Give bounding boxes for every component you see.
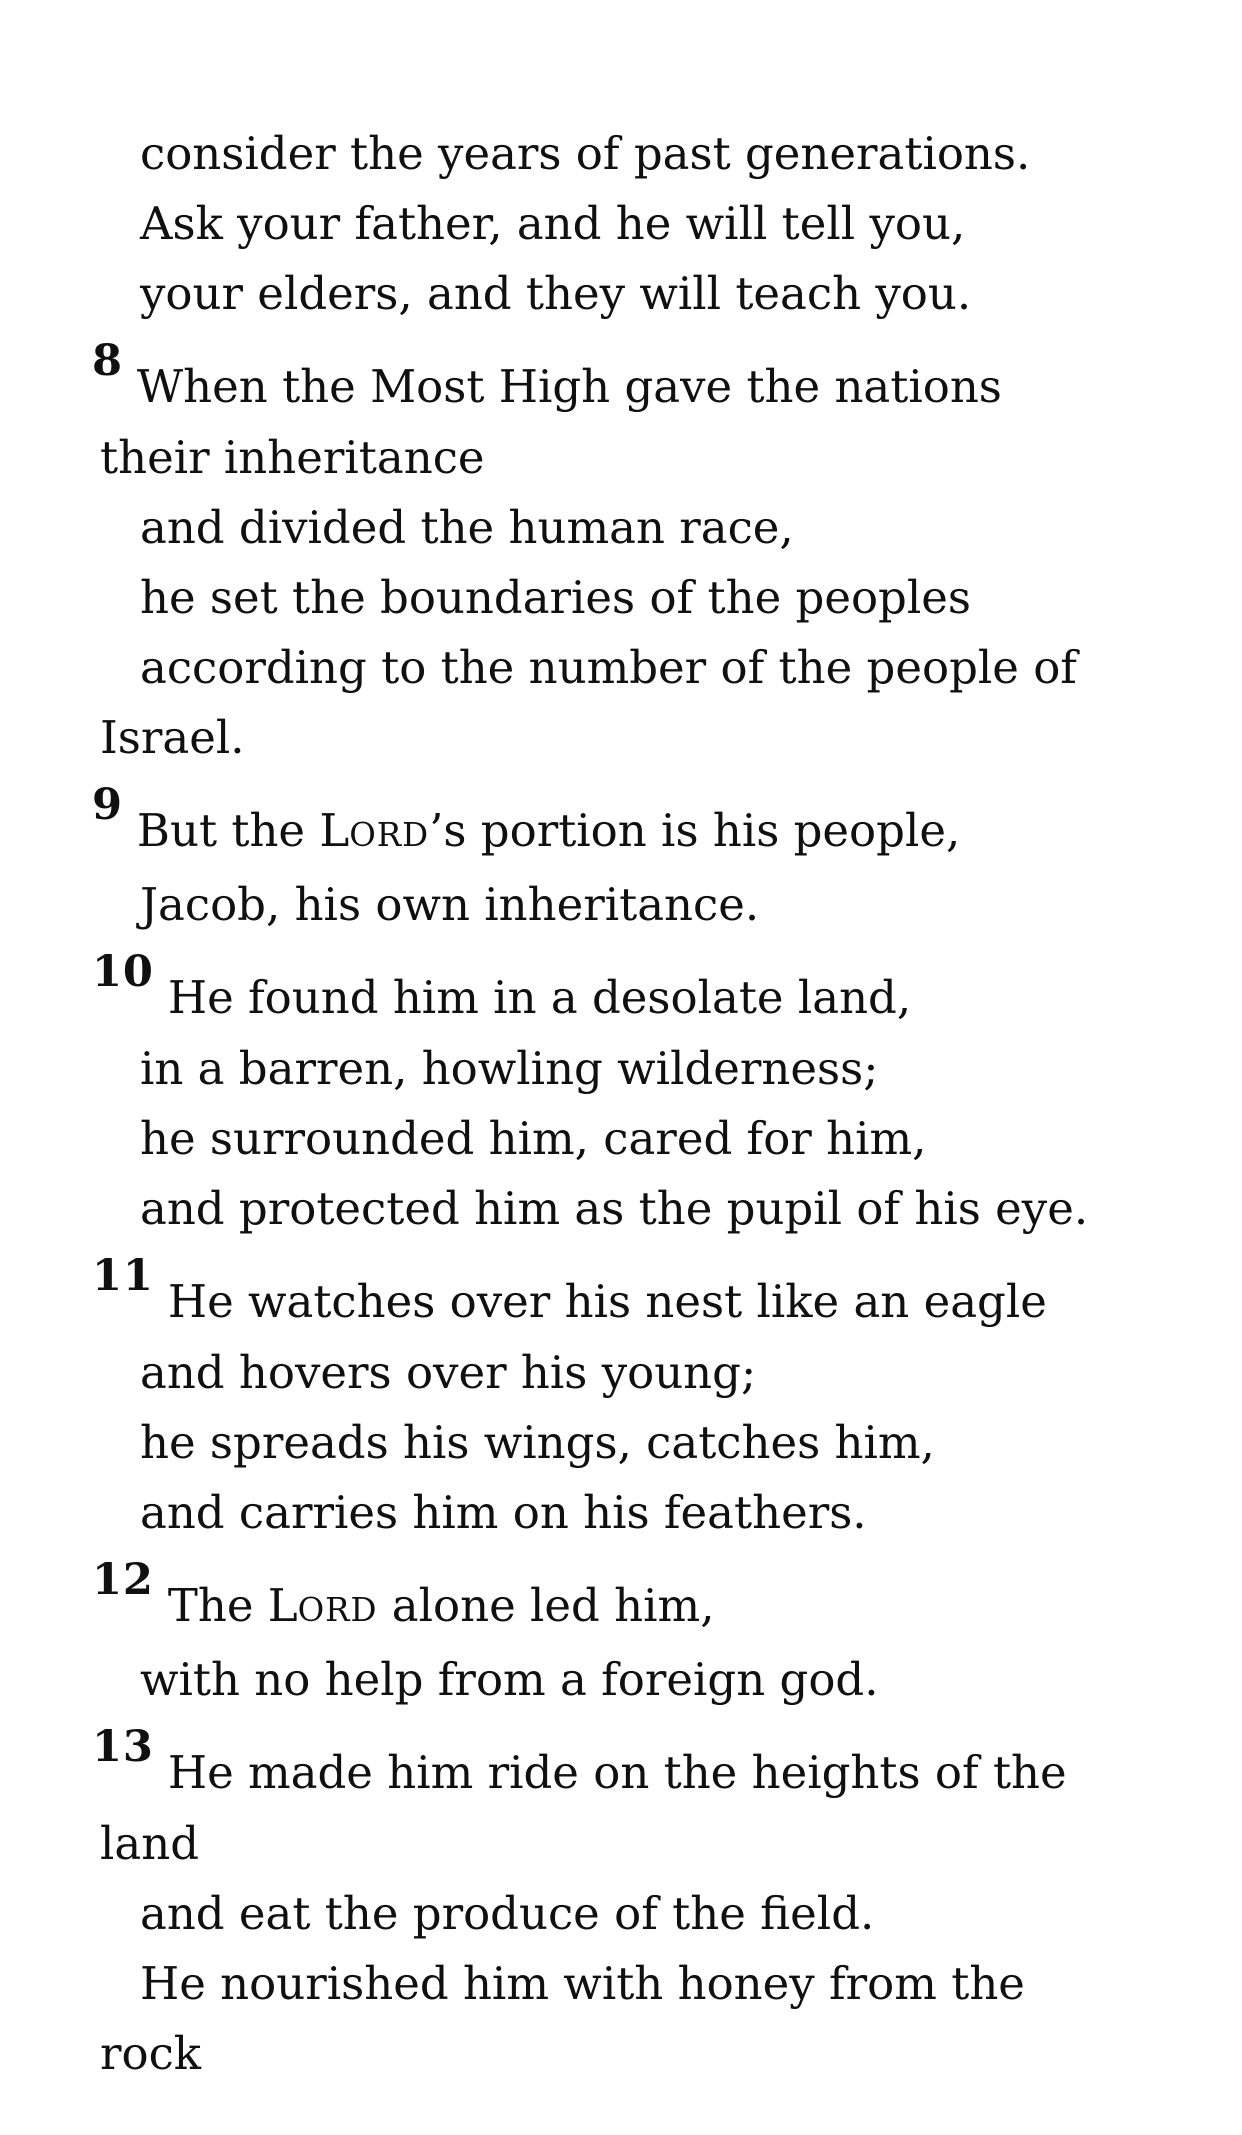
poetry-line <box>0 1554 1242 1645</box>
verse-number: 12 <box>92 1554 154 1606</box>
text-run: land <box>100 1817 200 1870</box>
text-run: and protected him as the pupil of his eye. <box>140 1182 1089 1235</box>
divine-name-small-caps: LORD <box>319 804 430 857</box>
text-run: according to the number of the people of <box>140 641 1077 694</box>
poetry-line <box>0 779 1242 870</box>
poetry-line <box>0 563 1242 633</box>
text-run: and hovers over his young; <box>140 1346 757 1399</box>
text-run: He watches over his nest like an eagle <box>167 1275 1047 1328</box>
poetry-line <box>0 1174 1242 1244</box>
text-run: He made him ride on the heights of the <box>167 1746 1067 1799</box>
text-run: ’s portion is his people, <box>429 804 961 857</box>
poetry-line <box>0 703 1242 773</box>
text-run: he spreads his wings, catches him, <box>140 1416 935 1469</box>
verse-number: 9 <box>92 779 123 831</box>
small-caps-rest: ORD <box>297 1591 378 1629</box>
poetry-line <box>0 1034 1242 1104</box>
small-caps-rest: ORD <box>349 816 430 854</box>
poetry-line <box>0 493 1242 563</box>
poetry-line <box>0 1408 1242 1478</box>
poetry-line <box>0 259 1242 329</box>
text-run: He found him in a desolate land, <box>167 971 912 1024</box>
text-run: and divided the human race, <box>140 501 794 554</box>
poetry-line <box>0 946 1242 1034</box>
poetry-line <box>0 1809 1242 1879</box>
text-run: with no help from a foreign god. <box>140 1653 879 1706</box>
text-run: He nourished him with honey from the <box>140 1957 1025 2010</box>
text-run: he surrounded him, cared for him, <box>140 1112 927 1165</box>
poetry-line <box>0 1949 1242 2019</box>
poetry-line <box>0 1104 1242 1174</box>
poetry-line <box>0 335 1242 423</box>
text-run: The <box>167 1579 268 1632</box>
text-run: Ask your father, and he will tell you, <box>140 197 966 250</box>
poetry-line <box>0 1645 1242 1715</box>
poetry-line <box>0 1721 1242 1809</box>
poetry-line <box>0 2019 1242 2089</box>
text-run: he set the boundaries of the peoples <box>140 571 971 624</box>
text-run: in a barren, howling wilderness; <box>140 1042 879 1095</box>
text-run: and carries him on his feathers. <box>140 1486 867 1539</box>
verse-number: 11 <box>92 1250 154 1302</box>
poetry-line <box>0 1879 1242 1949</box>
verse-number: 10 <box>92 946 154 998</box>
poetry-line <box>0 633 1242 703</box>
verse-number: 13 <box>92 1721 154 1773</box>
poetry-line <box>0 1478 1242 1548</box>
text-run: Jacob, his own inheritance. <box>140 878 760 931</box>
poetry-line <box>0 870 1242 940</box>
text-run: When the Most High gave the nations <box>136 360 1002 413</box>
divine-name-small-caps: LORD <box>267 1579 378 1632</box>
text-run: alone led him, <box>377 1579 715 1632</box>
text-run: consider the years of past generations. <box>140 127 1031 180</box>
poetry-line <box>0 423 1242 493</box>
poetry-line <box>0 1338 1242 1408</box>
verse-number: 8 <box>92 335 123 387</box>
text-run: But the <box>136 804 320 857</box>
text-run: Israel. <box>100 711 245 764</box>
poetry-line <box>0 1250 1242 1338</box>
text-run: and eat the produce of the field. <box>140 1887 875 1940</box>
poetry-line <box>0 119 1242 189</box>
text-run: their inheritance <box>100 431 485 484</box>
poetry-line <box>0 189 1242 259</box>
text-run: your elders, and they will teach you. <box>140 267 972 320</box>
text-run: rock <box>100 2027 202 2080</box>
